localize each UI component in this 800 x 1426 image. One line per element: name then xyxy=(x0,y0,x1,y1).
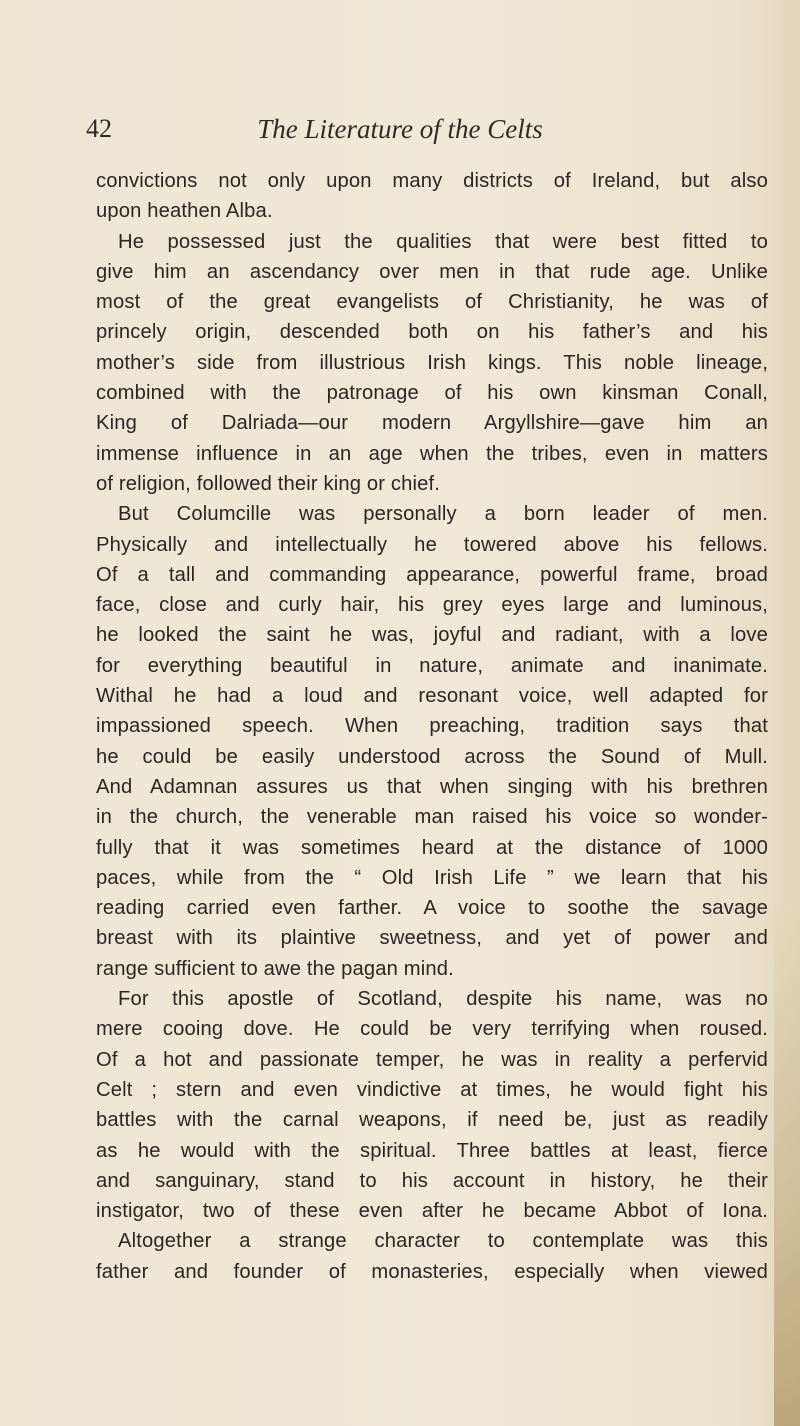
text-line: father and founder of monasteries, especially when viewed xyxy=(96,1260,768,1283)
text-line: combined with the patronage of his own kinsman Conall, xyxy=(96,382,768,405)
text-line: Celt ; stern and even vindictive at times, he would fight his xyxy=(96,1078,768,1101)
text-line: Physically and intellectually he towered above his fellows. xyxy=(96,533,768,556)
text-line: mother’s side from illustrious Irish kings. This noble lineage, xyxy=(96,351,768,374)
text-line: for everything beautiful in nature, animate and inanimate. xyxy=(96,654,768,677)
text-line: paces, while from the “ Old Irish Life ” we learn that his xyxy=(96,866,768,889)
text-line: Withal he had a loud and resonant voice, well adapted for xyxy=(96,685,768,708)
text-line: of religion, followed their king or chief. xyxy=(96,472,441,495)
text-line: impassioned speech. When preaching, tradition says that xyxy=(96,715,768,738)
text-line: King of Dalriada—our modern Argyllshire—gave him an xyxy=(96,412,768,435)
text-line: reading carried even farther. A voice to soothe the savage xyxy=(96,897,768,920)
text-line: For this apostle of Scotland, despite his name, was no xyxy=(118,988,768,1011)
text-line: instigator, two of these even after he became Abbot of Iona. xyxy=(96,1200,768,1223)
text-line: immense influence in an age when the tribes, even in matters xyxy=(96,442,768,465)
text-line: breast with its plaintive sweetness, and yet of power and xyxy=(96,927,768,950)
text-line: Of a tall and commanding appearance, powerful frame, broad xyxy=(96,563,768,586)
text-line: convictions not only upon many districts of Ireland, but also xyxy=(96,170,768,192)
text-line: battles with the carnal weapons, if need be, just as readily xyxy=(96,1109,768,1132)
text-line: most of the great evangelists of Christianity, he was of xyxy=(96,291,768,314)
text-line: fully that it was sometimes heard at the distance of 1000 xyxy=(96,836,768,859)
text-line: face, close and curly hair, his grey eyes large and luminous, xyxy=(96,594,768,617)
text-line: as he would with the spiritual. Three battles at least, fierce xyxy=(96,1139,768,1162)
page-number: 42 xyxy=(86,114,112,143)
text-line: He possessed just the qualities that were best fitted to xyxy=(118,230,768,253)
body-text xyxy=(96,166,768,1287)
running-title: The Literature of the Celts xyxy=(257,114,543,144)
text-line: mere cooing dove. He could be very terrifying when roused. xyxy=(96,1018,768,1041)
text-line: he could be easily understood across the Sound of Mull. xyxy=(96,745,768,768)
text-line: and sanguinary, stand to his account in history, he their xyxy=(96,1169,768,1192)
page-edge-shadow xyxy=(774,900,800,1426)
text-line: he looked the saint he was, joyful and radiant, with a love xyxy=(96,624,768,647)
text-line: Altogether a strange character to contemplate was this xyxy=(118,1230,768,1253)
text-line: upon heathen Alba. xyxy=(96,200,273,223)
text-line: princely origin, descended both on his father’s and his xyxy=(96,321,768,344)
text-line: give him an ascendancy over men in that rude age. Unlike xyxy=(96,260,768,283)
page-header xyxy=(0,114,800,154)
text-line: range sufficient to awe the pagan mind. xyxy=(96,957,454,980)
text-line: Of a hot and passionate temper, he was in reality a perfervid xyxy=(96,1048,768,1071)
text-line: But Columcille was personally a born leader of men. xyxy=(118,503,768,526)
text-line: And Adamnan assures us that when singing with his brethren xyxy=(96,775,768,798)
text-line: in the church, the venerable man raised his voice so wonder- xyxy=(96,806,768,829)
